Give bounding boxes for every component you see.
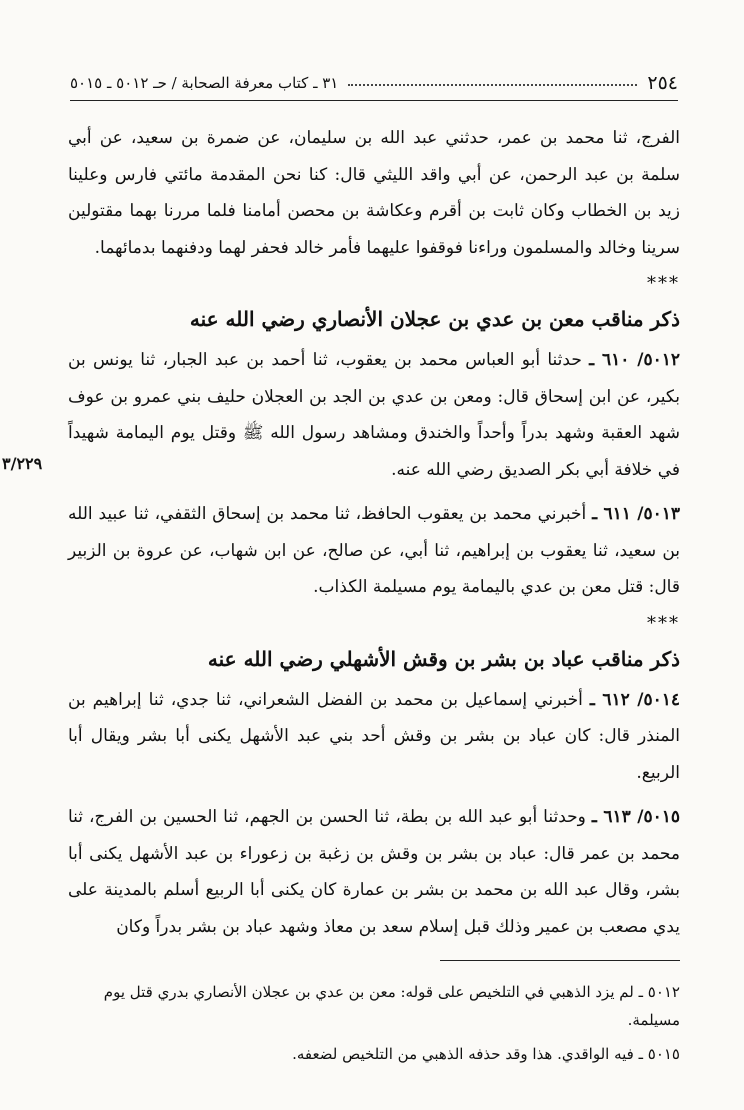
section-separator: *** [647, 612, 680, 634]
hadith-text: وحدثنا أبو عبد الله بن بطة، ثنا الحسن بن الجهم، ثنا الحسين بن الفرج، ثنا محمد بن عمر قال: عباد بن بشر بن وقش بن زغبة بن زعوراء بن عبد الأشهل يكنى أبا بشر، وقال عبد الله بن محمد بن بشر بن عمارة كان يكنى أبا الربيع أسلم بالمدينة على يدي مصعب بن عمير وذلك قبل إسلام سعد بن معاذ وشهد عباد بن بشر بدراً وكان [68, 807, 680, 937]
hadith-text: حدثنا أبو العباس محمد بن يعقوب، ثنا أحمد بن عبد الجبار، ثنا يونس بن بكير، عن ابن إسحاق قال: ومعن بن عدي بن الجد بن العجلان حليف بني عمرو بن عوف شهد العقبة وشهد بدراً وأحداً والخندق ومشاهد رسول الله ﷺ وقتل يوم اليمامة شهيداً في خلافة أبي بكر الصديق رضي الله عنه. [68, 350, 680, 480]
section-title: ذكر مناقب عباد بن بشر بن وقش الأشهلي رضي الله عنه [207, 646, 680, 671]
header-rule [70, 100, 678, 101]
hadith-text: أخبرني محمد بن يعقوب الحافظ، ثنا محمد بن إسحاق الثقفي، ثنا عبيد الله بن سعيد، ثنا يعقوب بن إبراهيم، ثنا أبي، عن صالح، عن ابن شهاب، عن عروة بن الزبير قال: قتل معن بن عدي باليمامة يوم مسيلمة الكذاب. [68, 504, 680, 597]
hadith-text: أخبرني إسماعيل بن محمد بن الفضل الشعراني، ثنا جدي، ثنا إبراهيم بن المنذر قال: كان عباد بن بشر بن وقش أحد بني عبد الأشهل يكنى أبا بشر ويقال أبا الربيع. [68, 689, 680, 783]
hadith-5013 [68, 496, 680, 606]
main-text [68, 120, 680, 945]
page-number: ٢٥٤ [647, 72, 678, 94]
header-dotted-leader [348, 84, 637, 86]
footnote-5012: ٥٠١٢ ـ لم يزد الذهبي في التلخيص على قوله: معن بن عدي بن عجلان الأنصاري بدري قتل يوم مسيلمة. [103, 983, 680, 1029]
footnote-5015: ٥٠١٥ ـ فيه الواقدي. هذا وقد حذفه الذهبي من التلخيص لضعفه. [292, 1045, 680, 1063]
margin-volume-reference: ٣/٢٢٩ [2, 454, 43, 473]
hadith-number: ٥٠١٤/ ٦١٢ ـ [589, 689, 680, 710]
hadith-5012 [68, 342, 680, 488]
footnotes [72, 978, 680, 1068]
page-header [70, 68, 678, 98]
intro-paragraph: الفرج، ثنا محمد بن عمر، حدثني عبد الله بن سليمان، عن ضمرة بن سعيد، عن أبي سلمة بن عبد الرحمن، عن أبي واقد الليثي قال: كنا نحن المقدمة مائتي فارس وعلينا زيد بن الخطاب وكان ثابت بن أقرم وعكاشة بن محصن أمامنا فلما مررنا بهما مقتولين سرينا وخالد والمسلمون وراءنا فوقفوا عليهما فأمر خالد فحفر لهما ودفنهما بدمائهما. [68, 128, 680, 258]
hadith-5015 [68, 799, 680, 945]
hadith-number: ٥٠١٥/ ٦١٣ ـ [591, 807, 680, 827]
footnote-rule [440, 960, 680, 961]
section-separator: *** [647, 273, 680, 294]
hadith-number: ٥٠١٢/ ٦١٠ ـ [589, 350, 680, 370]
hadith-number: ٥٠١٣/ ٦١١ ـ [592, 504, 680, 524]
running-title: ٣١ ـ كتاب معرفة الصحابة / حـ ٥٠١٢ ـ ٥٠١٥ [70, 74, 339, 92]
section-title: ذكر مناقب معن بن عدي بن عجلان الأنصاري رضي الله عنه [189, 307, 680, 331]
hadith-5014 [68, 682, 680, 792]
